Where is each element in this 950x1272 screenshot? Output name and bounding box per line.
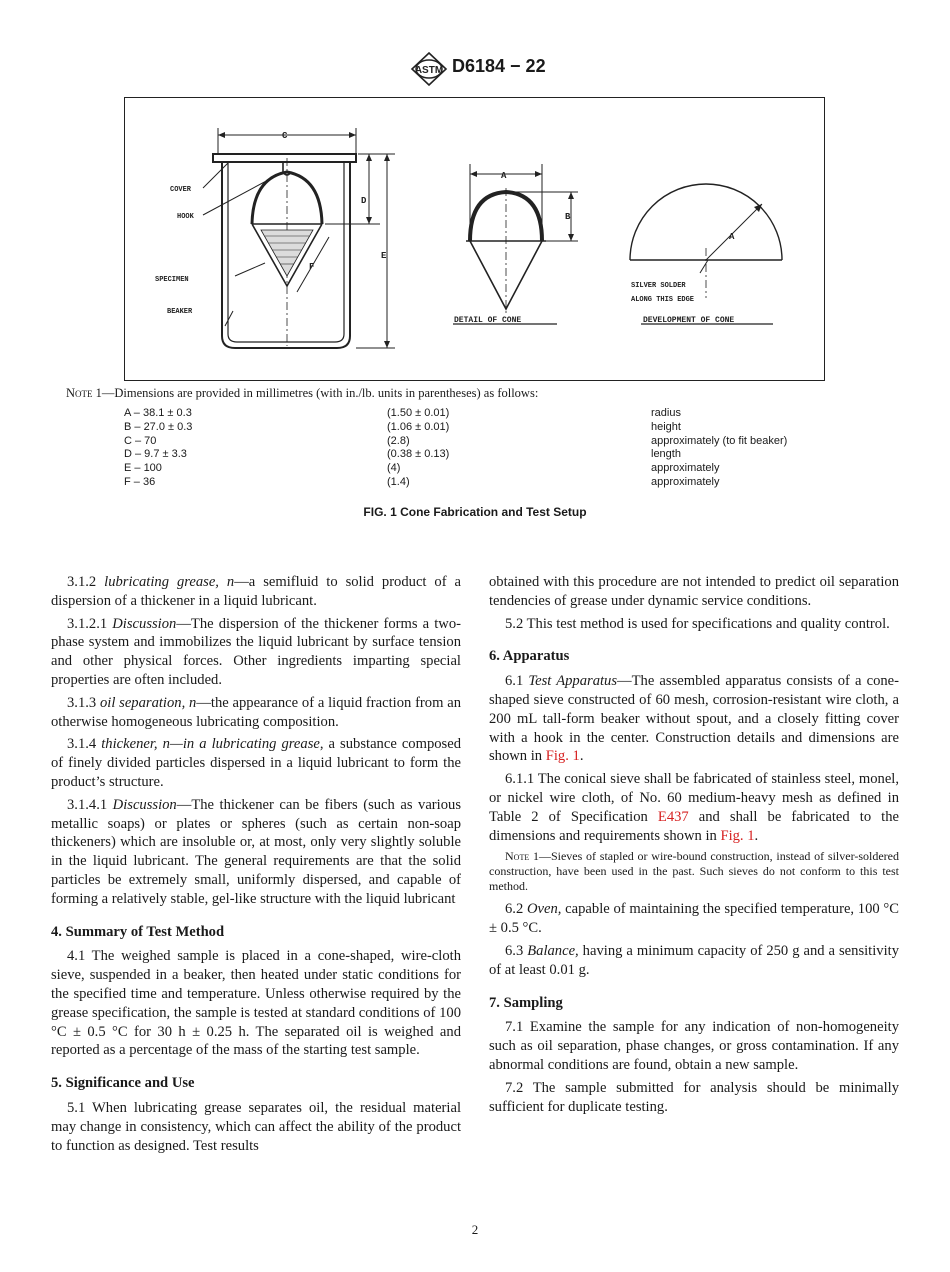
dim-desc: length	[651, 448, 681, 461]
detail-of-cone	[453, 164, 578, 324]
development-of-cone-title: DEVELOPMENT OF CONE	[643, 316, 735, 325]
label-beaker: BEAKER	[167, 308, 193, 316]
dim-desc: approximately	[651, 462, 720, 475]
dim-inch: (1.4)	[387, 475, 410, 488]
paragraph-6-1-1: 6.1.1 The conical sieve shall be fabricated of stainless steel, monel, or nickel wire cloth, of No. 60 medium-heavy mesh as defined in Table 2 of Specification E437 and shall be fabricated to the dimensions and requirements shown in Fig. 1.	[489, 771, 900, 844]
astm-logo-icon	[410, 52, 448, 86]
label-a-development: A	[729, 232, 735, 242]
note-prefix: Note	[66, 386, 93, 400]
beaker-apparatus	[203, 128, 395, 348]
paragraph-5-1: 5.1 When lubricating grease separates oil, the residual material may change in consistency, which can affect the ability of the product to function as designed. Test results	[51, 1099, 461, 1154]
dim-desc: approximately (to fit beaker)	[651, 434, 788, 447]
paragraph-3-1-2-1: 3.1.2.1 Discussion—The dispersion of the thickener forms a two-phase system and immobilizes the liquid lubricant by surface tension and other physical forces. Other ingredients imparting special properties are often included.	[51, 615, 462, 688]
detail-of-cone-title: DETAIL OF CONE	[454, 316, 522, 325]
paragraph-3-1-4: 3.1.4 thickener, n—in a lubricating grease, a substance composed of finely divided particles dispersed in a liquid lubricant to form the product’s structure.	[51, 736, 462, 790]
paragraph-6-2: 6.2 Oven, capable of maintaining the specified temperature, 100 °C ± 0.5 °C.	[489, 901, 900, 937]
dim-desc: approximately	[651, 475, 720, 488]
dimension-row	[124, 462, 844, 476]
page-number: 2	[471, 1222, 479, 1237]
fig-1-link[interactable]: Fig. 1	[545, 748, 580, 765]
left-column	[51, 573, 461, 1159]
dimension-row	[124, 476, 844, 490]
dim-inch: (0.38 ± 0.13)	[387, 448, 450, 461]
label-specimen: SPECIMEN	[155, 276, 189, 284]
dim-mm: E – 100	[124, 462, 162, 475]
silver-solder-label-1: SILVER SOLDER	[631, 282, 686, 290]
dim-desc: radius	[651, 407, 681, 419]
paragraph-3-1-4-1: 3.1.4.1 Discussion—The thickener can be fibers (such as various metallic soaps) or plates or spheres (such as certain non-soap thickeners) which are insoluble or, at most, only very slightly soluble in the liquid lubricant. The general requirements are that the solid particles be extremely small, uniformly dispersed, and capable of forming a relatively stable, gel-like structure with the liquid lubricant	[51, 796, 461, 907]
page-header	[0, 52, 950, 86]
label-f: F	[309, 262, 315, 272]
dim-mm: A – 38.1 ± 0.3	[124, 407, 192, 419]
dimension-row	[124, 435, 844, 449]
fig-1-link[interactable]: Fig. 1	[720, 827, 755, 844]
dim-inch: (4)	[387, 462, 401, 475]
dimensions-table	[124, 407, 844, 490]
label-b: B	[565, 212, 571, 222]
paragraph-6-1: 6.1 Test Apparatus—The assembled apparatus consists of a cone-shaped sieve constructed of 60 mesh, corrosion-resistant wire cloth, a 200 mL tall-form beaker without spout, and a closely fitting cover with a hook in the center. Construction details and dimensions are shown in Fig. 1.	[489, 673, 899, 765]
dim-mm: D – 9.7 ± 3.3	[124, 448, 187, 461]
svg-text:ASTM: ASTM	[414, 65, 444, 76]
label-a-detail: A	[501, 171, 507, 181]
figure-caption: FIG. 1 Cone Fabrication and Test Setup	[363, 505, 587, 519]
dim-mm: F – 36	[124, 475, 156, 488]
apparatus-note: Note 1—Sieves of stapled or wire-bound construction, instead of silver-soldered construction, have been used in the past. Such sieves do not conform to this test method.	[489, 849, 899, 894]
paragraph-5-2: 5.2 This test method is used for specifications and quality control.	[505, 615, 890, 632]
section-7-heading: 7. Sampling	[489, 994, 563, 1011]
label-d: D	[361, 196, 367, 206]
dim-mm: B – 27.0 ± 0.3	[124, 420, 193, 433]
document-id: D6184 − 22	[452, 56, 546, 76]
figure-note	[66, 386, 538, 401]
note-text: 1—Dimensions are provided in millimetres (with in./lb. units in parentheses) as follows:	[92, 386, 539, 400]
label-cover: COVER	[170, 186, 192, 194]
paragraph-6-3: 6.3 Balance, having a minimum capacity of 250 g and a sensitivity of at least 0.01 g.	[489, 942, 899, 978]
dim-inch: (1.50 ± 0.01)	[387, 407, 450, 419]
section-6-heading: 6. Apparatus	[489, 648, 570, 665]
paragraph-7-2: 7.2 The sample submitted for analysis should be minimally sufficient for duplicate testing.	[489, 1079, 899, 1115]
dim-inch: (1.06 ± 0.01)	[387, 420, 450, 433]
silver-solder-label-2: ALONG THIS EDGE	[631, 296, 695, 304]
dim-desc: height	[651, 420, 681, 433]
paragraph-4-1: 4.1 The weighed sample is placed in a cone-shaped, wire-cloth sieve, suspended in a beaker, then heated under static conditions for the specified time and temperature. Unless otherwise required by the grease specification, the sample is tested at standard conditions of 100 °C ± 0.5 °C for 30 h ± 0.25 h. The separated oil is weighed and reported as a percentage of the mass of the starting test sample.	[51, 948, 461, 1059]
label-e: E	[381, 251, 387, 261]
label-c: C	[282, 131, 288, 141]
right-column	[489, 573, 899, 1120]
dimension-row	[124, 448, 844, 462]
paragraph-3-1-2: 3.1.2 lubricating grease, n—a semifluid to solid product of a dispersion of a thickener in a liquid lubricant.	[51, 574, 461, 609]
dim-mm: C – 70	[124, 434, 157, 447]
section-5-heading: 5. Significance and Use	[51, 1075, 195, 1092]
paragraph-5-1-continued: obtained with this procedure are not intended to predict oil separation tendencies of grease under dynamic service conditions.	[489, 574, 899, 609]
figure-1-diagram	[124, 97, 825, 381]
paragraph-3-1-3: 3.1.3 oil separation, n—the appearance of a liquid fraction from an otherwise homogeneous lubricating composition.	[51, 694, 461, 730]
paragraph-7-1: 7.1 Examine the sample for any indication of non-homogeneity such as oil separation, phase changes, or gross contamination. If any abnormal conditions are found, obtain a new sample.	[489, 1019, 899, 1073]
e437-link[interactable]: E437	[657, 808, 689, 825]
dimension-row	[124, 407, 844, 421]
section-4-heading: 4. Summary of Test Method	[51, 923, 225, 940]
dimension-row	[124, 421, 844, 435]
label-hook: HOOK	[177, 213, 194, 221]
dim-inch: (2.8)	[387, 434, 410, 447]
